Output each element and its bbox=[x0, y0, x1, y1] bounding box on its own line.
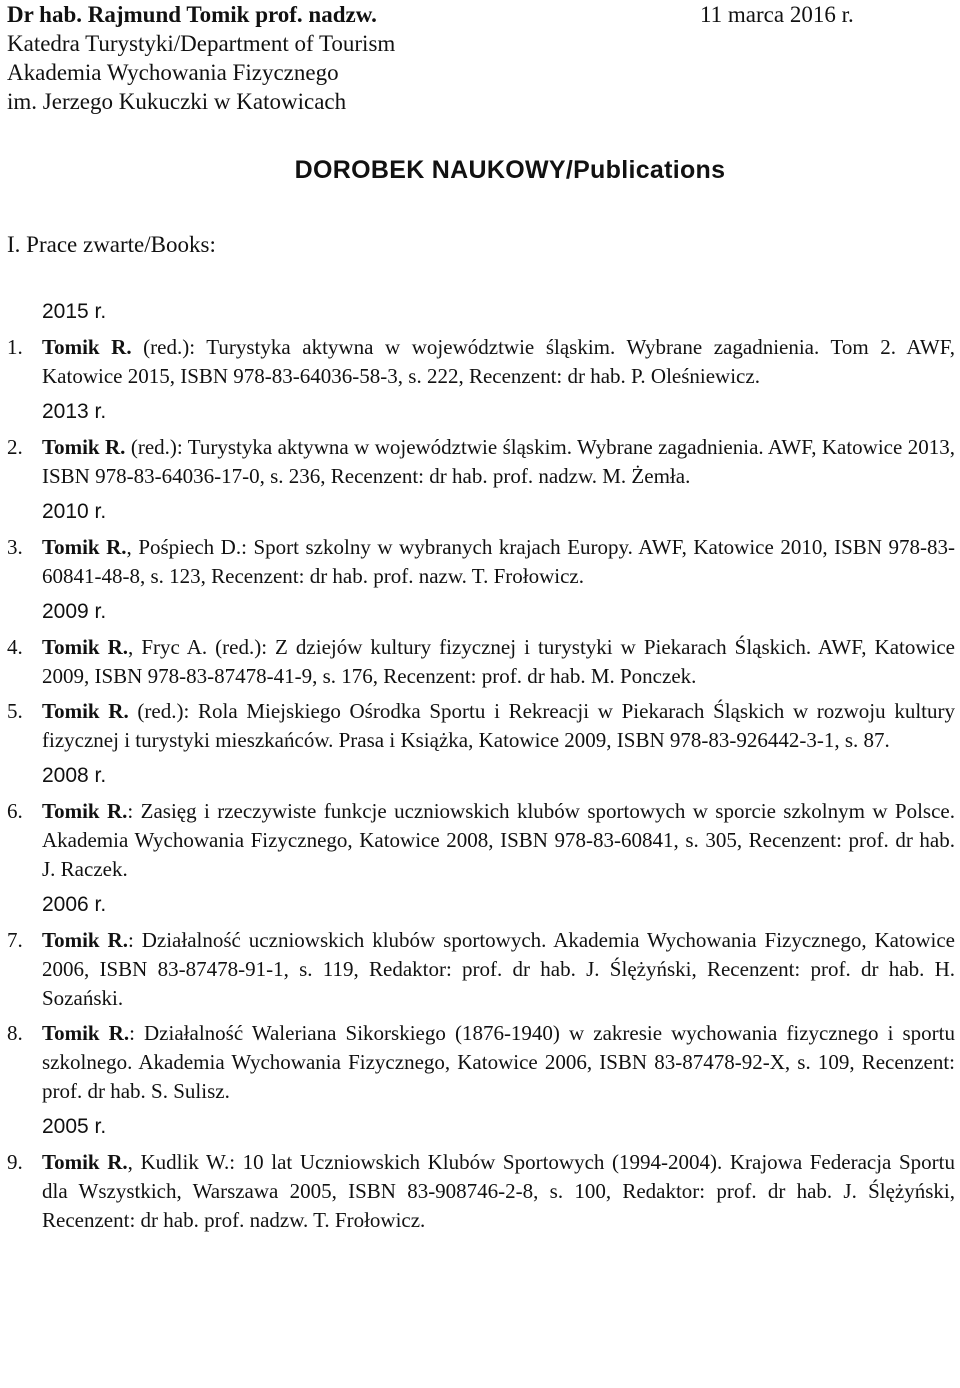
entry-author: Tomik R. bbox=[42, 1150, 128, 1174]
year-heading: 2008 r. bbox=[42, 764, 107, 787]
entry-body bbox=[42, 1019, 955, 1106]
entry-details: : Działalność uczniowskich klubów sportowych. Akademia Wychowania Fizycznego, Katowice 2006, ISBN 83-87478-91-1, s. 119, Redaktor: prof. dr hab. J. Ślężyński, Recenzent: prof. dr hab. H. Sozański. bbox=[42, 928, 955, 1010]
entry-body bbox=[42, 533, 955, 591]
entry-number: 4. bbox=[7, 635, 23, 659]
year-heading: 2010 r. bbox=[42, 500, 107, 523]
entry-body bbox=[42, 797, 955, 884]
publication-entry bbox=[7, 433, 955, 491]
entry-author: Tomik R. bbox=[42, 635, 129, 659]
entry-details: , Kudlik W.: 10 lat Uczniowskich Klubów Sportowych (1994-2004). Krajowa Federacja Sportu dla Wszystkich, Warszawa 2005, ISBN 83-908746-2-8, s. 100, Redaktor: prof. dr hab. J. Ślężyński, Recenzent: dr hab. prof. nadzw. T. Frołowicz. bbox=[42, 1150, 955, 1232]
entry-body bbox=[42, 333, 955, 391]
document-date: 11 marca 2016 r. bbox=[700, 2, 854, 27]
publication-entry bbox=[7, 797, 955, 884]
entry-author: Tomik R. bbox=[42, 1021, 130, 1045]
entry-number: 3. bbox=[7, 535, 23, 559]
entry-body bbox=[42, 1148, 955, 1235]
university-patron: im. Jerzego Kukuczki w Katowicach bbox=[7, 89, 347, 114]
entry-body bbox=[42, 697, 955, 755]
entry-author: Tomik R. bbox=[42, 335, 132, 359]
publication-entry bbox=[7, 1148, 955, 1235]
entry-details: (red.): Turystyka aktywna w województwie śląskim. Wybrane zagadnienia. Tom 2. AWF, Katowice 2015, ISBN 978-83-64036-58-3, s. 222, Recenzent: dr hab. P. Oleśniewicz. bbox=[42, 335, 955, 388]
publication-list bbox=[7, 297, 955, 1241]
author-name: Dr hab. Rajmund Tomik prof. nadzw. bbox=[7, 2, 377, 27]
entry-number: 5. bbox=[7, 699, 23, 723]
entry-number: 9. bbox=[7, 1150, 23, 1174]
year-heading: 2009 r. bbox=[42, 600, 107, 623]
entry-details: : Zasięg i rzeczywiste funkcje uczniowskich klubów sportowych w sporcie szkolnym w Polsce. Akademia Wychowania Fizycznego, Katowice 2008, ISBN 978-83-60841, s. 305, Recenzent: prof. dr hab. J. Raczek. bbox=[42, 799, 955, 881]
entry-author: Tomik R. bbox=[42, 799, 128, 823]
entry-author: Tomik R. bbox=[42, 535, 127, 559]
section-title: I. Prace zwarte/Books: bbox=[7, 232, 216, 257]
entry-body bbox=[42, 926, 955, 1013]
entry-number: 8. bbox=[7, 1021, 23, 1045]
entry-number: 7. bbox=[7, 928, 23, 952]
publication-entry bbox=[7, 926, 955, 1013]
publication-entry bbox=[7, 697, 955, 755]
entry-details: , Fryc A. (red.): Z dziejów kultury fizycznej i turystyki w Piekarach Śląskich. AWF, Katowice 2009, ISBN 978-83-87478-41-9, s. 176, Recenzent: prof. dr hab. M. Ponczek. bbox=[42, 635, 955, 688]
entry-author: Tomik R. bbox=[42, 699, 129, 723]
university: Akademia Wychowania Fizycznego bbox=[7, 60, 339, 85]
year-heading: 2006 r. bbox=[42, 893, 107, 916]
department: Katedra Turystyki/Department of Tourism bbox=[7, 31, 396, 56]
entry-body bbox=[42, 433, 955, 491]
entry-details: (red.): Turystyka aktywna w województwie śląskim. Wybrane zagadnienia. AWF, Katowice 2013, ISBN 978-83-64036-17-0, s. 236, Recenzent: dr hab. prof. nadzw. M. Żemła. bbox=[42, 435, 955, 488]
entry-body bbox=[42, 633, 955, 691]
entry-author: Tomik R. bbox=[42, 928, 128, 952]
publication-entry bbox=[7, 1019, 955, 1106]
document-title: DOROBEK NAUKOWY/Publications bbox=[294, 156, 726, 184]
entry-number: 1. bbox=[7, 335, 23, 359]
year-heading: 2013 r. bbox=[42, 400, 107, 423]
publication-entry bbox=[7, 633, 955, 691]
entry-number: 6. bbox=[7, 799, 23, 823]
publication-entry bbox=[7, 333, 955, 391]
entry-number: 2. bbox=[7, 435, 23, 459]
entry-details: , Pośpiech D.: Sport szkolny w wybranych krajach Europy. AWF, Katowice 2010, ISBN 978-83-60841-48-8, s. 123, Recenzent: dr hab. prof. nazw. T. Frołowicz. bbox=[42, 535, 956, 588]
year-heading: 2015 r. bbox=[42, 300, 107, 323]
publication-entry bbox=[7, 533, 955, 591]
entry-details: (red.): Rola Miejskiego Ośrodka Sportu i Rekreacji w Piekarach Śląskich w rozwoju kultury fizycznej i turystyki mieszkańców. Prasa i Książka, Katowice 2009, ISBN 978-83-926442-3-1, s. 87. bbox=[42, 699, 955, 752]
entry-author: Tomik R. bbox=[42, 435, 126, 459]
entry-details: : Działalność Waleriana Sikorskiego (1876-1940) w zakresie wychowania fizycznego i sportu szkolnego. Akademia Wychowania Fizycznego, Katowice 2006, ISBN 83-87478-92-X, s. 109, Recenzent: prof. dr hab. S. Sulisz. bbox=[42, 1021, 955, 1103]
year-heading: 2005 r. bbox=[42, 1115, 107, 1138]
